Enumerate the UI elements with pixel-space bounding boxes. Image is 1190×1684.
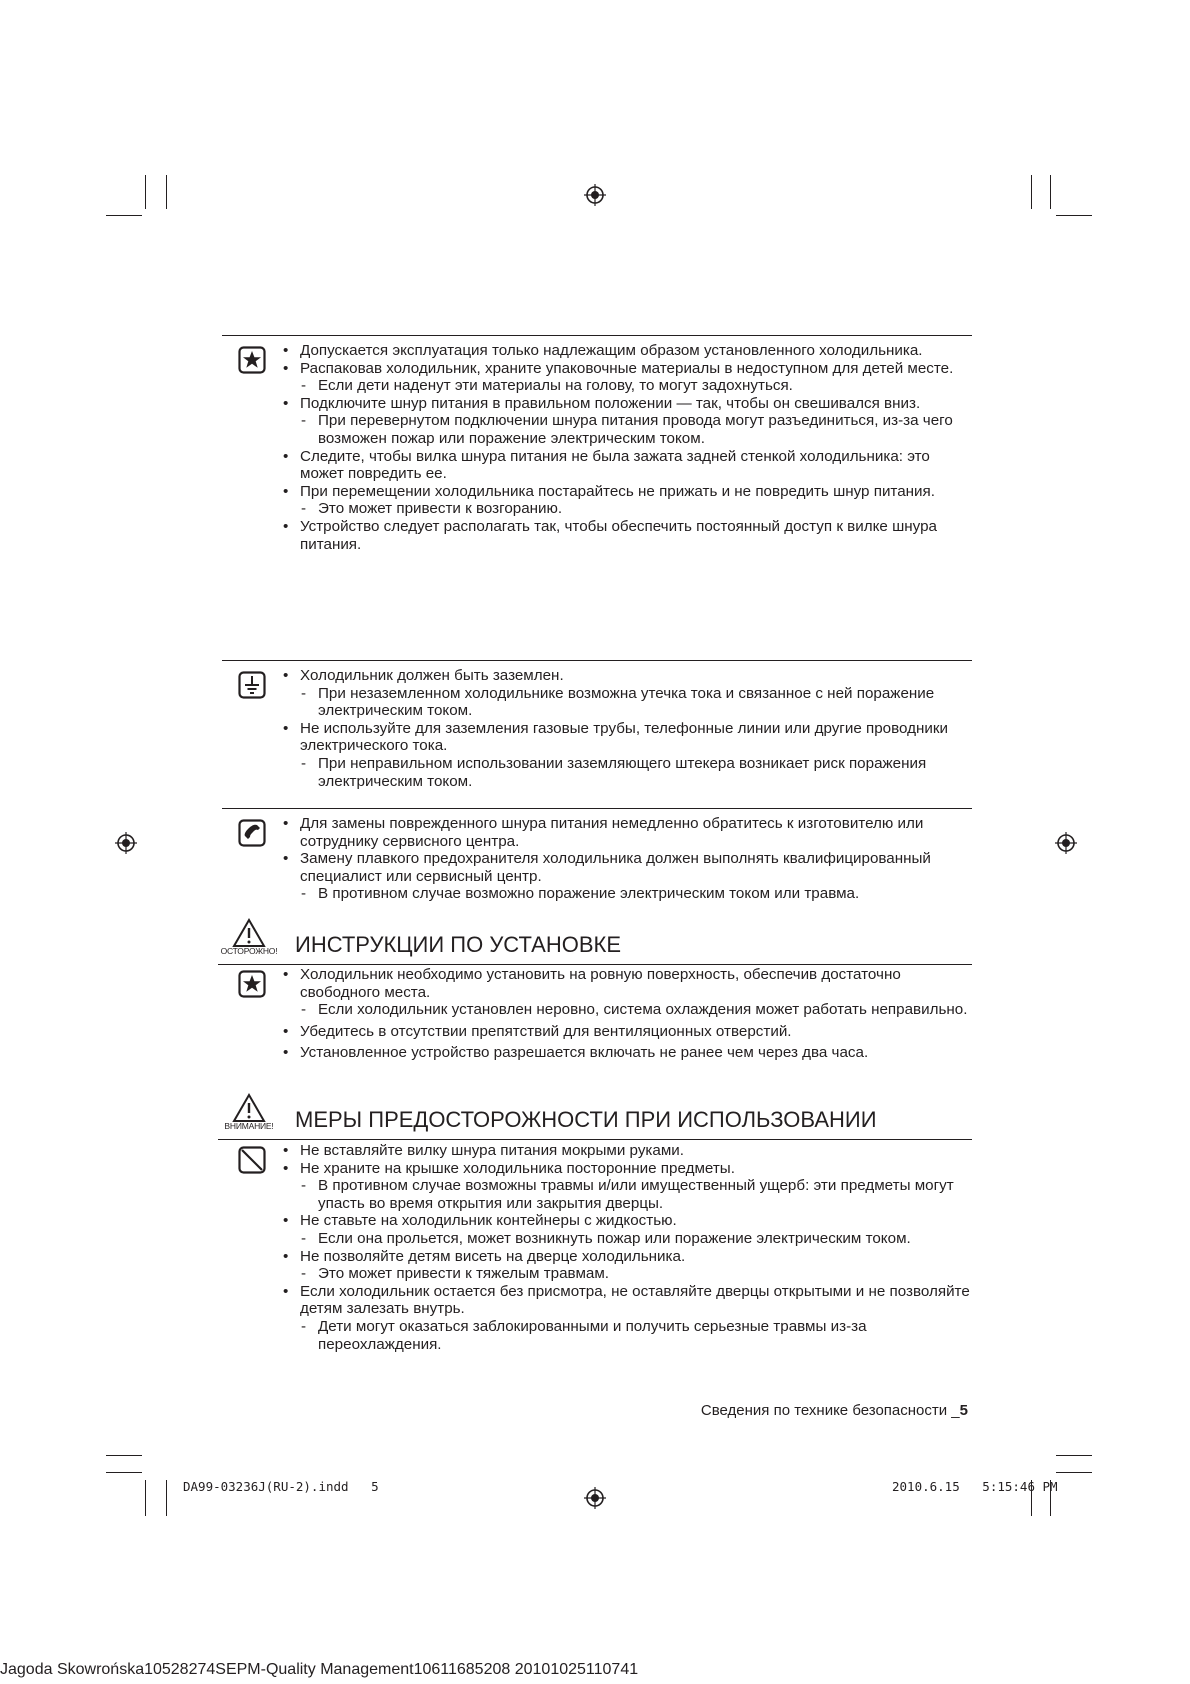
list-item: • Не храните на крышке холодильника посторонние предметы. (282, 1160, 972, 1178)
list-item: • При перемещении холодильника постарайтесь не прижать и не повредить шнур питания. (282, 483, 972, 501)
warning-badge (218, 918, 280, 962)
list-item: • Установленное устройство разрешается включать не ранее чем через два часа. (282, 1044, 972, 1062)
list-item: • Подключите шнур питания в правильном положении — так, чтобы он свешивался вниз. (282, 395, 972, 413)
phone-service-icon (238, 819, 266, 847)
install-header (218, 918, 972, 965)
footer-section-name: Сведения по технике безопасности _ (700, 1402, 960, 1419)
page-number: 5 (959, 1402, 968, 1419)
list-item: • Не позволяйте детям висеть на дверце холодильника. (282, 1248, 972, 1266)
list-subitem: - При неправильном использовании заземляющего штекера возникает риск поражения электрическим током. (282, 755, 972, 790)
list-subitem: - Это может привести к тяжелым травмам. (282, 1265, 972, 1283)
list-subitem: - Если дети наденут эти материалы на голову, то могут задохнуться. (282, 377, 972, 395)
registration-mark-icon (1055, 832, 1077, 854)
bullet-list (282, 966, 972, 1062)
registration-mark-icon (115, 832, 137, 854)
prohibited-icon (238, 1146, 266, 1174)
list-subitem: - Если она прольется, может возникнуть пожар или поражение электрическим током. (282, 1230, 972, 1248)
bullet-list (282, 667, 972, 790)
warning-label: ОСТОРОЖНО! (220, 946, 278, 956)
list-item: • Холодильник необходимо установить на ровную поверхность, обеспечив достаточно свободного места. (282, 966, 972, 1001)
registration-mark-icon (584, 1487, 606, 1509)
section-title: ИНСТРУКЦИИ ПО УСТАНОВКЕ (295, 932, 622, 957)
list-subitem: - При незаземленном холодильнике возможна утечка тока и связанное с ней поражение электрическим током. (282, 685, 972, 720)
usage-header (218, 1093, 972, 1140)
bullet-list (282, 1142, 972, 1353)
list-item: • Распаковав холодильник, храните упаковочные материалы в недоступном для детей месте. (282, 360, 972, 378)
page-footer (701, 1402, 968, 1419)
list-item: • Допускается эксплуатация только надлежащим образом установленного холодильника. (282, 342, 972, 360)
slug-filename: DA99-03236J(RU-2).indd 5 (183, 1479, 379, 1494)
section-title: МЕРЫ ПРЕДОСТОРОЖНОСТИ ПРИ ИСПОЛЬЗОВАНИИ (295, 1107, 877, 1132)
warning-triangle-icon (232, 918, 266, 948)
list-item: • Замену плавкого предохранителя холодильника должен выполнять квалифицированный специалист или сервисный центр. (282, 850, 972, 885)
list-item: • Следите, чтобы вилка шнура питания не была зажата задней стенкой холодильника: это может повредить ее. (282, 448, 972, 483)
warning-label: ВНИМАНИЕ! (224, 1121, 274, 1131)
warning-badge (218, 1093, 280, 1137)
safety-section-installation (222, 335, 972, 658)
list-item: • Не вставляйте вилку шнура питания мокрыми руками. (282, 1142, 972, 1160)
list-item: • Холодильник должен быть заземлен. (282, 667, 972, 685)
list-item: • Если холодильник остается без присмотра, не оставляйте дверцы открытыми и не позволяйте детям залезать внутрь. (282, 1283, 972, 1318)
list-item: • Убедитесь в отсутствии препятствий для вентиляционных отверстий. (282, 1023, 972, 1041)
document-id-line: Jagoda Skowrońska10528274SEPM-Quality Management10611685208 20101025110741 (0, 1661, 639, 1678)
usage-content (222, 1142, 972, 1392)
bullet-list (282, 342, 972, 553)
install-content (222, 966, 972, 1086)
list-item: • Устройство следует располагать так, чтобы обеспечить постоянный доступ к вилке шнура питания. (282, 518, 972, 553)
list-subitem: - Это может привести к возгоранию. (282, 500, 972, 518)
list-item: • Для замены поврежденного шнура питания немедленно обратитесь к изготовителю или сотруднику сервисного центра. (282, 815, 972, 850)
list-subitem: - В противном случае возможны травмы и/или имущественный ущерб: эти предметы могут упасть во время открытия или закрытия дверцы. (282, 1177, 972, 1212)
registration-mark-icon (584, 184, 606, 206)
safety-section-service (222, 808, 972, 909)
safety-section-grounding (222, 660, 972, 806)
list-item: • Не ставьте на холодильник контейнеры с жидкостью. (282, 1212, 972, 1230)
list-subitem: - Дети могут оказаться заблокированными и получить серьезные травмы из-за переохлаждения. (282, 1318, 972, 1353)
star-note-icon (238, 970, 266, 998)
warning-triangle-icon (232, 1093, 266, 1123)
list-item: • Не используйте для заземления газовые трубы, телефонные линии или другие проводники электрического тока. (282, 720, 972, 755)
slug-datetime: 2010.6.15 5:15:46 PM (892, 1479, 1058, 1494)
star-note-icon (238, 346, 266, 374)
list-subitem: - Если холодильник установлен неровно, система охлаждения может работать неправильно. (282, 1001, 972, 1019)
ground-icon (238, 671, 266, 699)
list-subitem: - В противном случае возможно поражение электрическим током или травма. (282, 885, 972, 903)
bullet-list (282, 815, 972, 903)
list-subitem: - При перевернутом подключении шнура питания провода могут разъединиться, из-за чего возможен пожар или поражение электрическим током. (282, 412, 972, 447)
